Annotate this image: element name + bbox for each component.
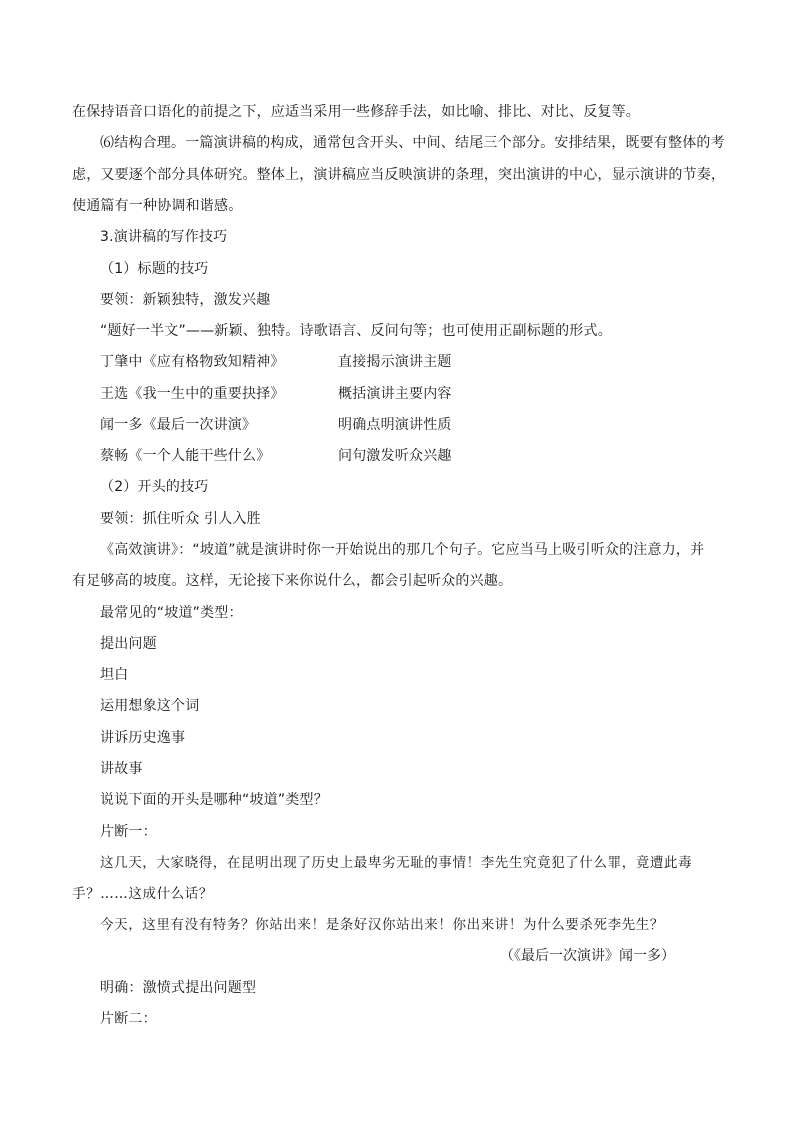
title-skills-key-point: 要领：新颖独特，激发兴趣: [100, 292, 271, 308]
fragment-one-text-line3: 今天，这里有没有特务？你站出来！是条好汉你站出来！你出来讲！为什么要杀死李先生？: [100, 917, 664, 933]
fragment-two-label: 片断二：: [100, 1011, 157, 1027]
ramp-type-item: 提出问题: [100, 636, 157, 652]
title-skills-description: “题好一半文”——新颖、独特。诗歌语言、反问句等；也可使用正副标题的形式。: [100, 323, 612, 339]
opening-skills-key-point: 要领：抓住听众 引人入胜: [100, 511, 261, 527]
example-note: 概括演讲主要内容: [338, 386, 452, 402]
example-title: 闻一多《最后一次讲演》: [100, 417, 257, 433]
example-title: 丁肇中《应有格物致知精神》: [100, 354, 285, 370]
ramp-type-item: 讲故事: [100, 761, 143, 777]
ramp-types-title: 最常见的“坡道”类型：: [100, 605, 243, 621]
fragment-one-text-line2: 手？……这成什么话？: [72, 886, 213, 902]
fragment-one-source: （《最后一次演讲》闻一多）: [500, 948, 675, 964]
opening-skills-description-line2: 有足够高的坡度。这样，无论接下来你说什么，都会引起听众的兴趣。: [72, 573, 513, 589]
paragraph-structure-line2: 虑，又要逐个部分具体研究。整体上，演讲稿应当反映演讲的条理，突出演讲的中心，显示演讲的节奏，: [72, 167, 726, 183]
subheading-title-skills: （1）标题的技巧: [100, 261, 209, 277]
ramp-type-item: 坦白: [100, 667, 129, 683]
question-prompt: 说说下面的开头是哪种“坡道”类型？: [100, 792, 328, 808]
example-note: 明确点明演讲性质: [338, 417, 452, 433]
ramp-type-item: 运用想象这个词: [100, 698, 200, 714]
fragment-one-label: 片断一：: [100, 824, 157, 840]
section-heading-writing-skills: 3.演讲稿的写作技巧: [100, 229, 228, 245]
example-title: 蔡畅《一个人能干些什么》: [100, 448, 271, 464]
subheading-opening-skills: （2）开头的技巧: [100, 479, 209, 495]
ramp-type-item: 讲诉历史逸事: [100, 730, 186, 746]
fragment-one-answer: 明确：激愤式提出问题型: [100, 980, 257, 996]
paragraph-rhetoric: 在保持语音口语化的前提之下，应适当采用一些修辞手法，如比喻、排比、对比、反复等。: [72, 104, 640, 120]
example-note: 问句激发听众兴趣: [338, 448, 452, 464]
paragraph-structure-line1: ⑹结构合理。一篇演讲稿的构成，通常包含开头、中间、结尾三个部分。安排结果，既要有整体的考: [100, 135, 725, 151]
fragment-one-text-line1: 这几天，大家晓得，在昆明出现了历史上最卑劣无耻的事情！李先生究竟犯了什么罪，竟遭此毒: [100, 855, 693, 871]
opening-skills-description-line1: 《高效演讲》：“坡道”就是演讲时你一开始说出的那几个句子。它应当马上吸引听众的注意力，并: [100, 542, 705, 558]
example-note: 直接揭示演讲主题: [338, 354, 452, 370]
example-title: 王选《我一生中的重要抉择》: [100, 386, 285, 402]
paragraph-structure-line3: 使通篇有一种协调和谐感。: [72, 198, 243, 214]
